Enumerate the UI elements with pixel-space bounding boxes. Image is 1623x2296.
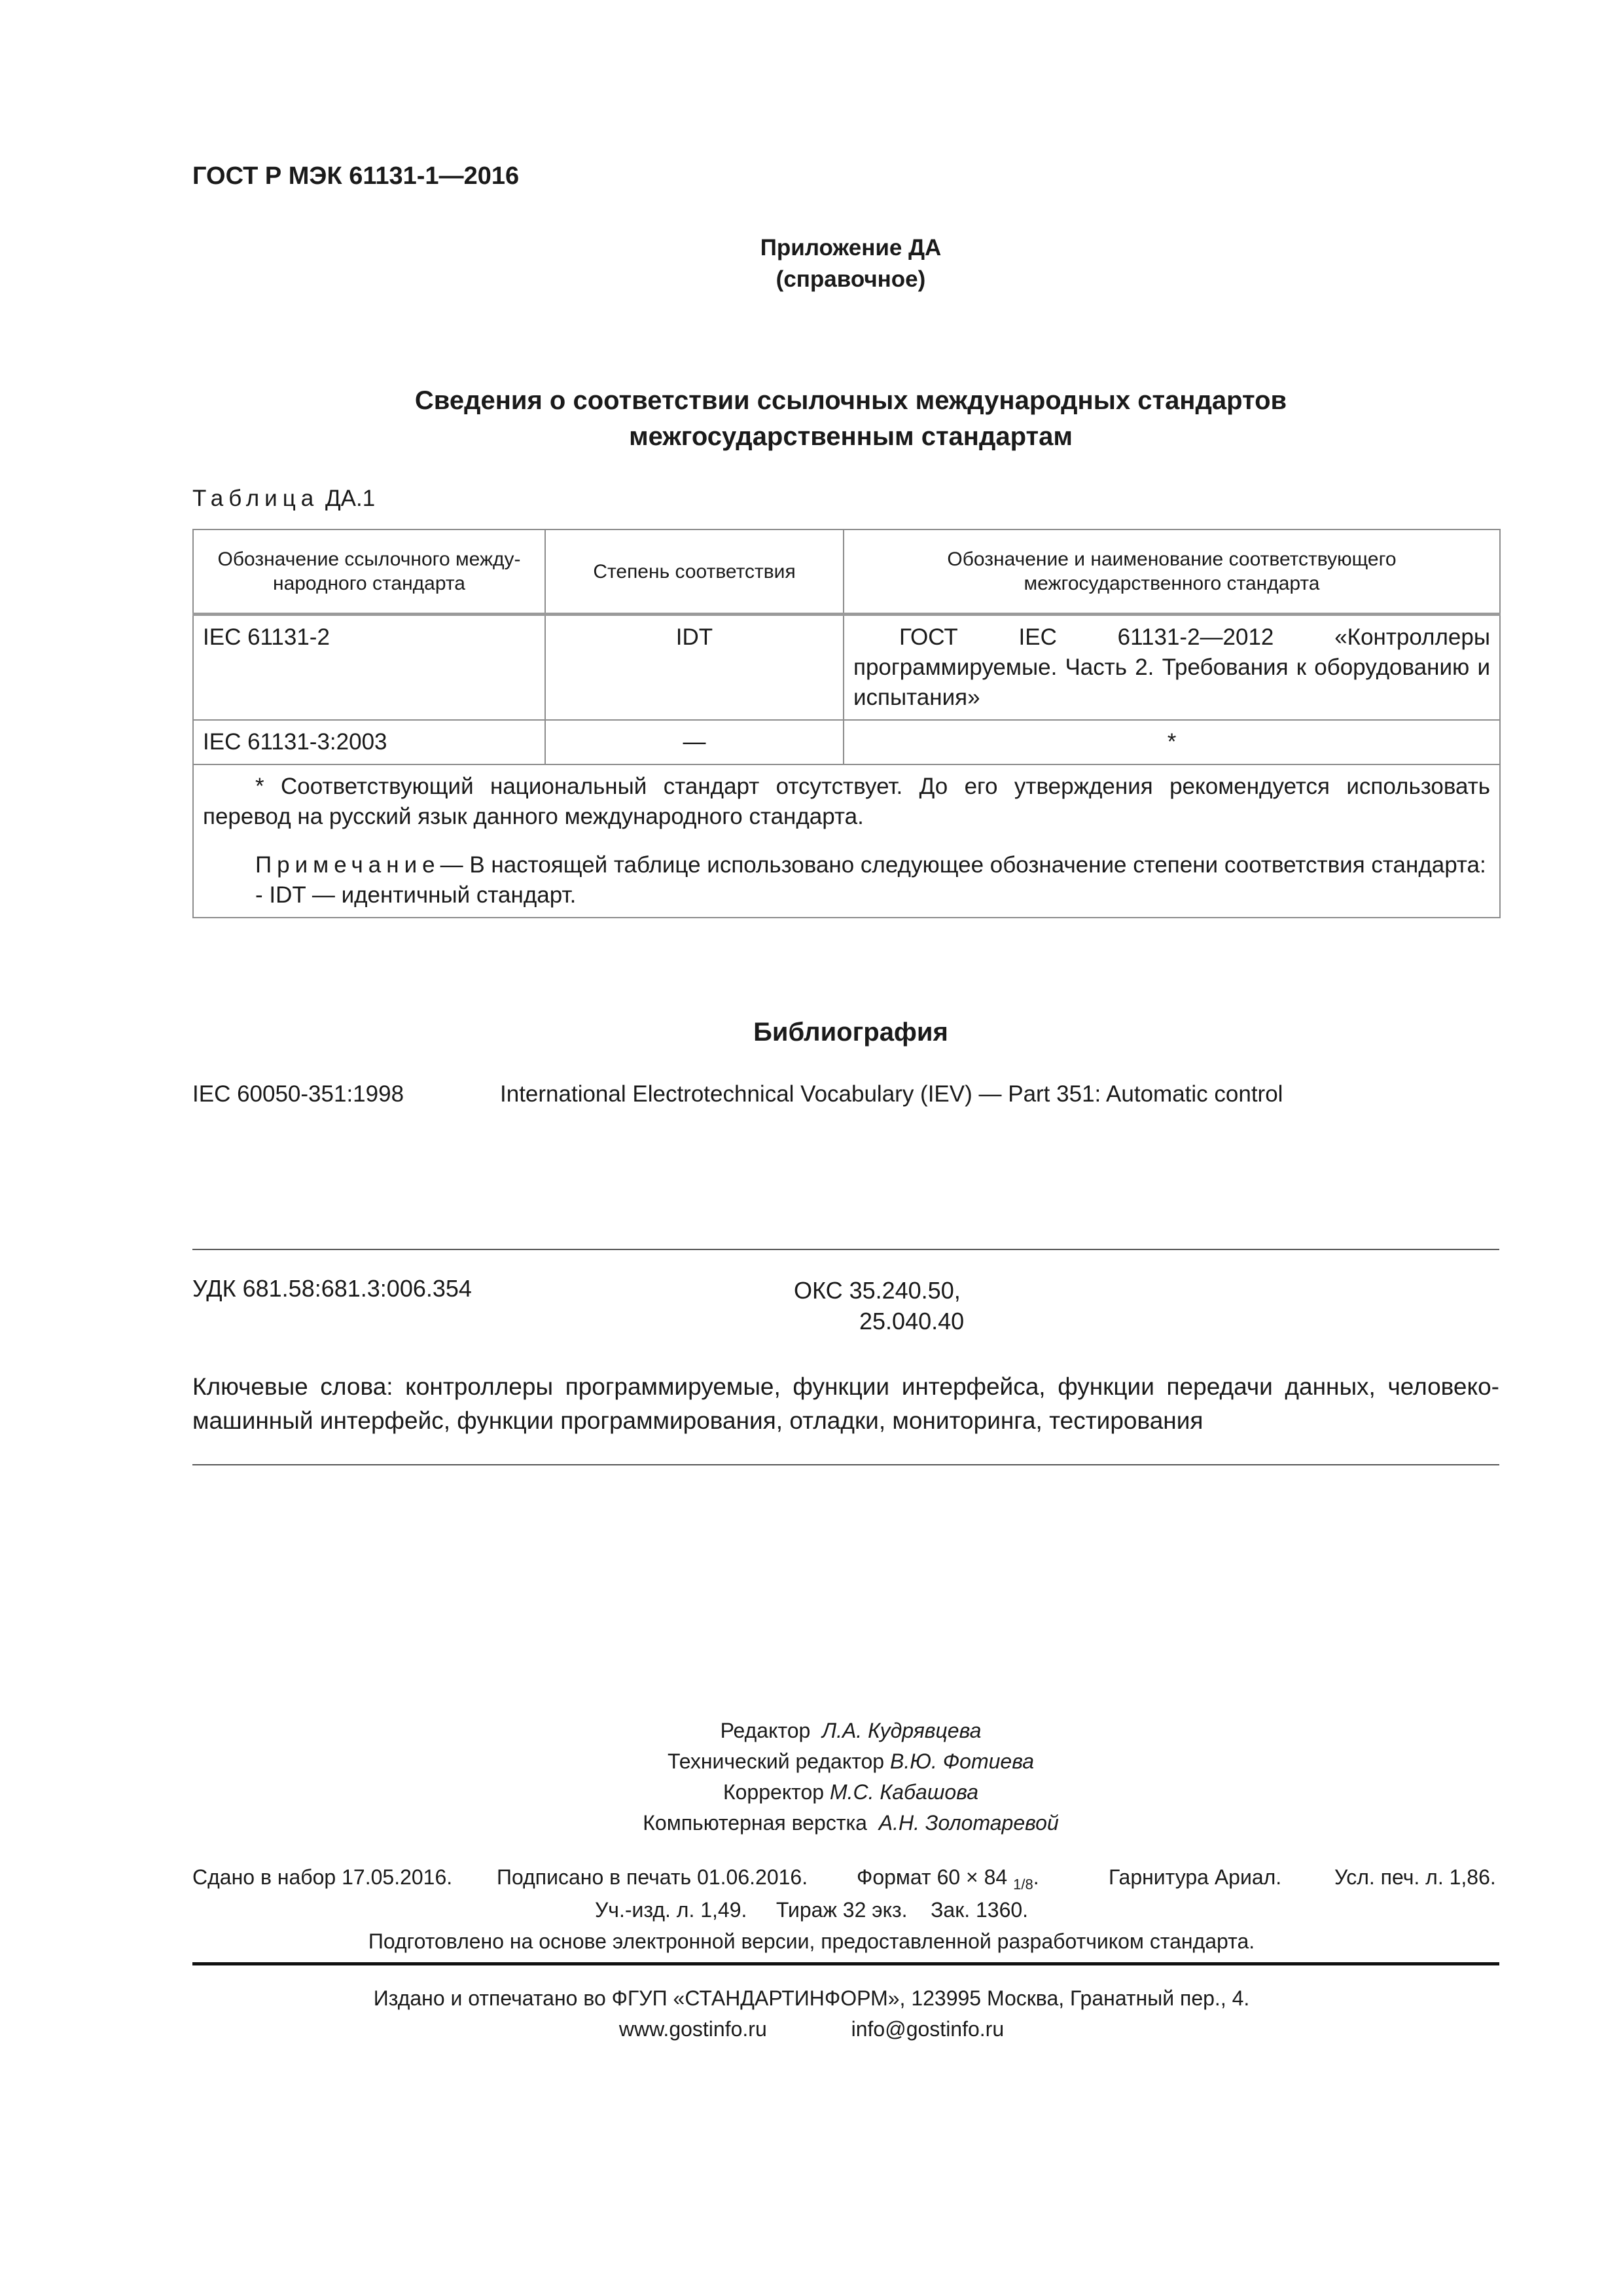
credit-label: Компьютерная верстка	[643, 1811, 867, 1835]
cell-national: ГОСТ IEC 61131-2—2012 «Контроллеры программируемые. Часть 2. Требования к оборудованию и испытания»	[844, 615, 1500, 721]
publisher-line: Издано и отпечатано во ФГУП «СТАНДАРТИНФОРМ», 123995 Москва, Гранатный пер., 4.	[373, 1986, 1250, 2010]
credit-name: А.Н. Золотаревой	[878, 1811, 1059, 1835]
credit-label: Технический редактор	[667, 1749, 885, 1773]
keywords-text: Ключевые слова: контроллеры программируемые, функции интерфейса, функции передачи данных, человеко-машинный интерфейс, функции программирования, отладки, мониторинга, тестирования	[192, 1373, 1499, 1434]
print-sent: Сдано в набор 17.05.2016.	[192, 1865, 453, 1889]
credit-name: М.С. Кабашова	[829, 1780, 978, 1804]
print-format: Формат 60 × 84 $_{1/8}$.	[857, 1865, 1039, 1893]
print-info-line2: Уч.-изд. л. 1,49. Тираж 32 экз. Зак. 1360.	[594, 1898, 1029, 1922]
publisher-email[interactable]: info@gostinfo.ru	[851, 2017, 1005, 2041]
divider-line	[192, 1249, 1499, 1250]
table-row	[193, 720, 1500, 764]
prepared-note: Подготовлено на основе электронной версии, предоставленной разработчиком стандарта.	[368, 1929, 1255, 1953]
print-sheets: Усл. печ. л. 1,86.	[1334, 1865, 1496, 1889]
credit-label: Редактор	[720, 1719, 811, 1742]
oks-line2: 25.040.40	[859, 1308, 965, 1335]
credit-editor	[0, 1719, 1623, 1743]
cell-ref: IEC 61131-3:2003	[193, 720, 545, 764]
print-format-fraction: 1/8	[1013, 1876, 1033, 1893]
table-label	[192, 486, 375, 512]
header-national-standard: Обозначение и наименование соответствующего межгосударственного стандарта	[844, 529, 1500, 615]
footnote-text: * Соответствующий национальный стандарт отсутствует. До его утверждения рекомендуется использовать перевод на русский язык данного международного стандарта.	[203, 774, 1490, 829]
table-row	[193, 615, 1500, 721]
thick-divider	[192, 1962, 1499, 1965]
annex-heading	[0, 232, 1623, 295]
table-label-number: ДА.1	[325, 486, 376, 511]
table-notes	[193, 764, 1500, 918]
document-code: ГОСТ Р МЭК 61131-1—2016	[192, 162, 520, 190]
divider-line	[192, 1464, 1499, 1465]
table-label-word: Таблица	[192, 486, 319, 511]
note-text: — В настоящей таблице использовано следующее обозначение степени соответствия стандарта:	[440, 852, 1486, 878]
credit-tech-editor	[0, 1749, 1623, 1774]
section-title-line1: Сведения о соответствии ссылочных международных стандартов	[414, 386, 1287, 415]
udk-code: УДК 681.58:681.3:006.354	[192, 1275, 472, 1302]
note-item: - IDT — идентичный стандарт.	[255, 882, 577, 908]
bibliography-title: Библиография	[753, 1018, 948, 1047]
bibliography-text: International Electrotechnical Vocabulary (IEV) — Part 351: Automatic control	[500, 1081, 1283, 1107]
credit-layout	[0, 1811, 1623, 1835]
oks-line1: ОКС 35.240.50,	[794, 1277, 961, 1304]
credit-label: Корректор	[722, 1780, 825, 1804]
credit-corrector	[0, 1780, 1623, 1804]
note-paragraph	[203, 850, 1490, 880]
credit-name: Л.А. Кудрявцева	[822, 1719, 982, 1742]
print-signed: Подписано в печать 01.06.2016.	[497, 1865, 808, 1889]
note-label: Примечание	[255, 852, 440, 878]
table-notes-row	[193, 764, 1500, 918]
cell-degree: IDT	[545, 615, 844, 721]
cell-degree: —	[545, 720, 844, 764]
section-title-line2: межгосударственным стандартам	[629, 422, 1073, 451]
annex-kind: (справочное)	[776, 266, 926, 292]
publisher-website[interactable]: www.gostinfo.ru	[618, 2017, 767, 2041]
print-typeface: Гарнитура Ариал.	[1109, 1865, 1282, 1889]
header-degree: Степень соответствия	[545, 529, 844, 615]
correspondence-table	[192, 529, 1501, 918]
bibliography-code: IEC 60050-351:1998	[192, 1081, 404, 1107]
publisher-block	[0, 1983, 1623, 2045]
credit-name: В.Ю. Фотиева	[889, 1749, 1034, 1773]
table-header-row	[193, 529, 1500, 615]
oks-code	[794, 1275, 964, 1336]
cell-national: *	[844, 720, 1500, 764]
annex-title: Приложение ДА	[760, 235, 942, 260]
cell-ref: IEC 61131-2	[193, 615, 545, 721]
section-title	[0, 383, 1623, 455]
header-ref-standard: Обозначение ссылочного между-народного стандарта	[193, 529, 545, 615]
publisher-contacts	[0, 2014, 1623, 2045]
